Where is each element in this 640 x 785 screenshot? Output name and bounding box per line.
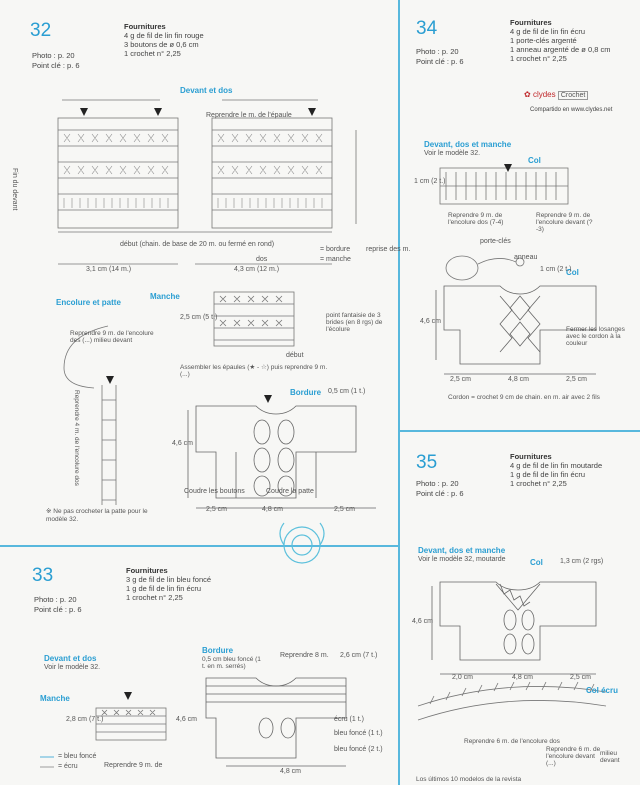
supplies-title: Fournitures: [124, 22, 166, 31]
sleeve-chart-33: [96, 708, 166, 740]
sleeve-chart: [214, 292, 294, 346]
supply-item: 1 crochet n° 2,25: [510, 54, 567, 63]
pattern-32-number: 32: [30, 20, 52, 41]
label-manche-note: = manche: [320, 256, 351, 263]
dim-25b: 2,5 cm: [206, 506, 228, 513]
dim-25c: 2,5 cm: [334, 506, 356, 513]
collar-chart-35: [418, 682, 606, 720]
label-cordon: Cordon = crochet 9 cm de chain. en m. air avec 2 fils: [448, 394, 600, 401]
dim-25-34a: 2,5 cm: [450, 376, 472, 383]
dim-05b: 0,5 cm bleu foncé (1 t. en m. serrés): [202, 656, 261, 670]
footer-text: Los últimos 10 modelos de la revista: [416, 776, 522, 783]
dim-46b: 4,6 cm: [176, 716, 198, 723]
label-reprendre-encolure: Reprendre 9 m. de l'encolure des (...) milieu devant: [70, 330, 154, 344]
dim-13: 1,3 cm (2 rgs): [560, 558, 604, 565]
supply-item: 1 g de fil de lin fin écru: [510, 470, 586, 479]
label-voir-32-moutarde: Voir le modèle 32, moutarde: [418, 556, 506, 563]
dim-05: 0,5 cm (1 t.): [328, 388, 366, 395]
label-encolure: Encolure et patte: [56, 298, 121, 307]
label-col-35: Col: [530, 558, 543, 567]
pattern-33-number: 33: [32, 565, 54, 586]
sweater-33-schematic: [206, 678, 346, 766]
supply-item: 1 anneau argenté de ø 0,8 cm: [510, 45, 611, 54]
supply-item: 3 boutons de ø 0,6 cm: [124, 40, 199, 49]
dim-25-35: 2,5 cm: [570, 674, 592, 681]
label-bordure-note: = bordure: [320, 246, 351, 253]
label-col-ecru: Col écru: [586, 686, 619, 695]
supply-item: 3 g de fil de lin bleu foncé: [126, 575, 212, 584]
flower-motif-icon: [280, 523, 324, 563]
pattern-34-point: Point clé : p. 6: [416, 57, 464, 66]
label-coudre-boutons: Coudre les boutons: [184, 488, 245, 495]
supply-item: 1 crochet n° 2,25: [126, 593, 183, 602]
logo-sub: Compartido en www.clydes.net: [530, 107, 613, 113]
label-point-fantaisie: point fantaisie de 3 brides (en 8 rgs) de l'écolure: [326, 312, 383, 333]
stitch-chart-right: [212, 118, 332, 228]
collar-chart-34: [440, 168, 568, 204]
label-coudre-patte: Coudre la patte: [266, 488, 314, 495]
triangle-markers: [80, 108, 512, 700]
supply-item: 4 g de fil de lin fin moutarde: [510, 461, 603, 470]
label-voir-32b: Voir le modèle 32.: [44, 664, 101, 671]
label-reprendre-col: Reprendre 9 m. de l'encolure dos (7-4): [448, 212, 504, 226]
pattern-35-photo: Photo : p. 20: [416, 479, 459, 488]
supply-item: 1 crochet n° 2,25: [510, 479, 567, 488]
dim-25-34b: 2,5 cm: [566, 376, 588, 383]
dim-48b: 4,8 cm: [280, 768, 302, 775]
label-col-34b: Col: [566, 268, 579, 277]
pattern-35-point: Point clé : p. 6: [416, 489, 464, 498]
supplies-title: Fournitures: [126, 566, 168, 575]
label-ne-pas: ※ Ne pas crocheter la patte pour le modèle 32.: [46, 508, 148, 523]
label-bordure: Bordure: [290, 388, 322, 397]
dim-1b: 1 cm (2 t.): [540, 266, 572, 273]
label-milieu-devant: milieu devant: [600, 750, 620, 764]
label-col-34: Col: [528, 156, 541, 165]
label-reprendre-epaule: Reprendre le m. de l'épaule: [206, 112, 292, 119]
label-dos: dos: [256, 256, 268, 263]
logo-brand: clydes: [532, 90, 556, 99]
label-assembler: Assembler les épaules (★ - ☆) puis reprendre 9 m. (...): [180, 364, 328, 378]
label-bleu-fonce-1: bleu foncé (1 t.): [334, 730, 383, 737]
label-debut-chain: début (chain. de base de 20 m. ou fermé en rond): [120, 241, 275, 248]
pattern-34-photo: Photo : p. 20: [416, 47, 459, 56]
label-fin-devant: Fin du devant: [11, 168, 18, 211]
label-manche-33: Manche: [40, 694, 70, 703]
label-anneau: anneau: [514, 254, 538, 261]
label-devant-dos-manche-35: Devant, dos et manche: [418, 546, 506, 555]
label-reprendre-8: Reprendre 8 m.: [280, 652, 329, 659]
dim-43: 4,3 cm (12 m.): [234, 266, 280, 273]
dim-46: 4,6 cm: [172, 440, 194, 447]
pattern-32-photo: Photo : p. 20: [32, 51, 75, 60]
supply-item: 1 g de fil de lin fin écru: [126, 584, 202, 593]
label-devant-dos-33: Devant et dos: [44, 654, 97, 663]
neck-chart: [64, 326, 116, 505]
supply-item: 1 porte-clés argenté: [510, 36, 577, 45]
sweater-35-schematic: [432, 582, 596, 674]
label-bleu-fonce-2: bleu foncé (2 t.): [334, 746, 383, 753]
pattern-33-point: Point clé : p. 6: [34, 605, 82, 614]
supply-item: 4 g de fil de lin fin écru: [510, 27, 586, 36]
label-reprendre-encolure-dos: Reprendre 4 m. de l'encolure dos: [73, 390, 80, 486]
stitch-chart-left: [58, 118, 178, 228]
dim-48-35: 4,8 cm: [512, 674, 534, 681]
label-manche: Manche: [150, 292, 180, 301]
logo-box: Crochet: [558, 91, 589, 100]
legend-ecru: = écru: [58, 763, 78, 770]
supplies-title: Fournitures: [510, 18, 552, 27]
dim-46-35: 4,6 cm: [412, 618, 434, 625]
label-bordure-33: Bordure: [202, 646, 234, 655]
dim-26: 2,6 cm (7 t.): [340, 652, 378, 659]
dim-1: 1 cm (2 t.): [414, 178, 446, 185]
label-ecru-1: écru (1 t.): [334, 716, 364, 723]
dim-48-34: 4,8 cm: [508, 376, 530, 383]
dim-48: 4,8 cm: [262, 506, 284, 513]
supplies-title: Fournitures: [510, 452, 552, 461]
supply-item: 4 g de fil de lin fin rouge: [124, 31, 204, 40]
label-porte-cles: porte-clés: [480, 238, 511, 245]
label-devant-dos: Devant et dos: [180, 86, 233, 95]
dim-31: 3,1 cm (14 m.): [86, 266, 132, 273]
pattern-34-number: 34: [416, 18, 438, 39]
dim-46-34: 4,6 cm: [420, 318, 442, 325]
dim-28: 2,8 cm (7 t.): [66, 716, 104, 723]
label-debut: début: [286, 352, 304, 359]
logo-flower-icon: ✿: [524, 90, 531, 99]
pattern-32-point: Point clé : p. 6: [32, 61, 80, 70]
dim-25: 2,5 cm (5 t.): [180, 314, 218, 321]
label-devant-dos-manche-34: Devant, dos et manche: [424, 140, 512, 149]
pattern-33-photo: Photo : p. 20: [34, 595, 77, 604]
label-voir-32: Voir le modèle 32.: [424, 150, 481, 157]
label-fermer: Fermer les losanges avec le cordon à la couleur: [566, 326, 625, 347]
label-reprendre-35b: Reprendre 6 m. de l'encolure devant (...): [546, 746, 601, 767]
keyring-icon: [446, 256, 524, 280]
label-reprendre-9: Reprendre 9 m. de: [104, 762, 163, 769]
legend-bleu-fonce: = bleu foncé: [58, 753, 97, 760]
label-reprendre-col-2: Reprendre 9 m. de l'encolure devant (?-3): [536, 212, 593, 233]
dim-20: 2,0 cm: [452, 674, 474, 681]
label-reprendre-35: Reprendre 6 m. de l'encolure dos: [464, 738, 560, 745]
pattern-35-number: 35: [416, 452, 438, 473]
supply-item: 1 crochet n° 2,25: [124, 49, 181, 58]
label-reprise-dos: reprise des m.: [366, 246, 411, 253]
